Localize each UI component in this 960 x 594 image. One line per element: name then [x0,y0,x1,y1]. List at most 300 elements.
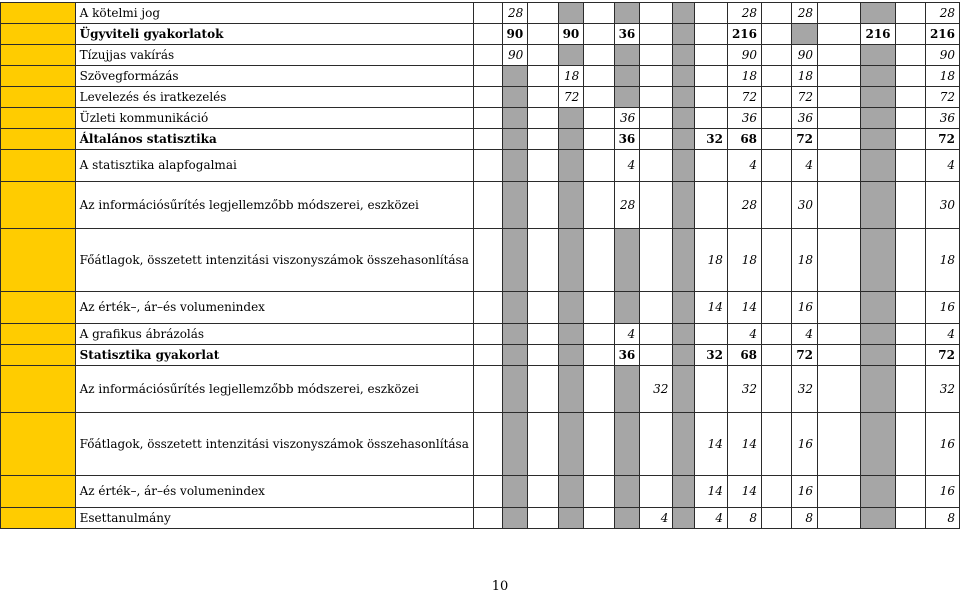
value-cell [640,24,673,45]
value-cell [584,150,614,182]
value-cell: 28 [727,182,761,229]
row-label: Az információsűrítés legjellemzőbb módszerei, eszközei [75,366,473,413]
value-cell [762,182,792,229]
value-cell [473,292,502,324]
value-cell [528,366,558,413]
value-cell [895,182,925,229]
value-cell [895,3,925,24]
shaded-cell [502,66,528,87]
value-cell: 72 [792,345,818,366]
shaded-cell [558,129,584,150]
value-cell [640,87,673,108]
value-cell: 216 [925,24,959,45]
shaded-cell [558,366,584,413]
value-cell [895,366,925,413]
value-cell [762,129,792,150]
value-cell: 16 [792,292,818,324]
value-cell: 216 [727,24,761,45]
value-cell [762,476,792,508]
row-label: Az érték–, ár–és volumenindex [75,292,473,324]
value-cell: 72 [558,87,584,108]
table-row [1,324,960,345]
value-cell: 14 [694,476,727,508]
shaded-cell [502,324,528,345]
value-cell: 32 [640,366,673,413]
row-label: Főátlagok, összetett intenzitási viszonyszámok összehasonlítása [75,413,473,476]
value-cell: 32 [792,366,818,413]
value-cell [694,150,727,182]
value-cell [528,129,558,150]
yellow-margin-cell [1,476,76,508]
value-cell [640,129,673,150]
row-label: Tízujjas vakírás [75,45,473,66]
value-cell: 28 [614,182,640,229]
value-cell [528,45,558,66]
shaded-cell [502,108,528,129]
value-cell [473,108,502,129]
value-cell [584,45,614,66]
row-label: Statisztika gyakorlat [75,345,473,366]
value-cell [640,3,673,24]
value-cell [895,45,925,66]
shaded-cell [861,345,895,366]
value-cell [640,292,673,324]
value-cell: 72 [727,87,761,108]
table-row [1,345,960,366]
shaded-cell [861,87,895,108]
shaded-cell [614,87,640,108]
shaded-cell [673,413,694,476]
value-cell: 4 [925,150,959,182]
shaded-cell [861,366,895,413]
value-cell [473,413,502,476]
value-cell: 14 [727,476,761,508]
value-cell: 90 [792,45,818,66]
shaded-cell [673,45,694,66]
value-cell [473,345,502,366]
value-cell [584,292,614,324]
value-cell [528,476,558,508]
shaded-cell [673,66,694,87]
value-cell: 8 [925,508,959,529]
value-cell [818,229,861,292]
table-row [1,366,960,413]
value-cell [640,182,673,229]
yellow-margin-cell [1,366,76,413]
value-cell: 18 [792,66,818,87]
value-cell: 32 [694,345,727,366]
value-cell [762,324,792,345]
value-cell: 18 [727,229,761,292]
shaded-cell [614,229,640,292]
value-cell [640,345,673,366]
shaded-cell [558,108,584,129]
value-cell [818,129,861,150]
value-cell: 36 [614,345,640,366]
value-cell: 72 [792,87,818,108]
value-cell [473,24,502,45]
value-cell [528,3,558,24]
value-cell: 18 [727,66,761,87]
value-cell [584,476,614,508]
yellow-margin-cell [1,108,76,129]
value-cell [694,182,727,229]
table-row [1,508,960,529]
table-row [1,66,960,87]
value-cell [528,150,558,182]
value-cell: 4 [727,150,761,182]
row-label: A statisztika alapfogalmai [75,150,473,182]
shaded-cell [792,24,818,45]
value-cell [694,45,727,66]
value-cell: 36 [614,108,640,129]
value-cell [762,229,792,292]
value-cell: 72 [925,129,959,150]
value-cell [762,3,792,24]
value-cell: 4 [925,324,959,345]
table-row [1,3,960,24]
yellow-margin-cell [1,24,76,45]
row-label: Ügyviteli gyakorlatok [75,24,473,45]
value-cell [584,129,614,150]
shaded-cell [558,229,584,292]
shaded-cell [861,229,895,292]
yellow-margin-cell [1,87,76,108]
value-cell [584,366,614,413]
yellow-margin-cell [1,229,76,292]
value-cell [895,129,925,150]
value-cell: 18 [558,66,584,87]
value-cell [584,87,614,108]
shaded-cell [861,129,895,150]
value-cell: 30 [792,182,818,229]
shaded-cell [673,108,694,129]
table-body [1,3,960,529]
value-cell: 4 [792,324,818,345]
table-row [1,129,960,150]
shaded-cell [861,476,895,508]
value-cell [895,66,925,87]
value-cell [895,150,925,182]
value-cell: 18 [925,229,959,292]
yellow-margin-cell [1,129,76,150]
value-cell [818,24,861,45]
value-cell: 4 [614,324,640,345]
value-cell [584,3,614,24]
value-cell: 36 [792,108,818,129]
value-cell [694,324,727,345]
shaded-cell [673,324,694,345]
value-cell [528,87,558,108]
value-cell [473,150,502,182]
value-cell [584,345,614,366]
value-cell: 14 [694,413,727,476]
value-cell: 90 [925,45,959,66]
value-cell [762,66,792,87]
row-label: Üzleti kommunikáció [75,108,473,129]
shaded-cell [558,45,584,66]
value-cell: 36 [727,108,761,129]
shaded-cell [673,182,694,229]
value-cell [584,24,614,45]
value-cell: 14 [727,413,761,476]
table-row [1,413,960,476]
shaded-cell [673,150,694,182]
value-cell [528,108,558,129]
value-cell [473,229,502,292]
shaded-cell [614,413,640,476]
value-cell [694,24,727,45]
row-label: Az információsűrítés legjellemzőbb módszerei, eszközei [75,182,473,229]
value-cell [818,108,861,129]
value-cell [762,413,792,476]
value-cell [528,292,558,324]
value-cell [473,324,502,345]
value-cell [694,108,727,129]
value-cell [584,508,614,529]
value-cell: 16 [925,476,959,508]
value-cell: 8 [792,508,818,529]
value-cell [818,345,861,366]
value-cell [818,87,861,108]
page-number: 10 [491,579,509,594]
value-cell [895,108,925,129]
value-cell [473,66,502,87]
value-cell [528,229,558,292]
value-cell [895,24,925,45]
value-cell [473,508,502,529]
table-row [1,45,960,66]
value-cell: 216 [861,24,895,45]
value-cell: 90 [502,24,528,45]
value-cell [818,366,861,413]
value-cell: 4 [640,508,673,529]
table-row [1,292,960,324]
shaded-cell [558,3,584,24]
value-cell: 32 [694,129,727,150]
curriculum-hours-table [0,2,960,529]
value-cell [640,413,673,476]
value-cell [818,3,861,24]
value-cell [818,182,861,229]
shaded-cell [861,150,895,182]
value-cell [584,229,614,292]
value-cell [473,45,502,66]
shaded-cell [861,108,895,129]
value-cell [528,324,558,345]
value-cell [584,66,614,87]
value-cell [528,66,558,87]
table-row [1,87,960,108]
value-cell [528,345,558,366]
value-cell: 28 [502,3,528,24]
shaded-cell [614,508,640,529]
value-cell [895,87,925,108]
shaded-cell [861,66,895,87]
shaded-cell [502,292,528,324]
value-cell: 90 [727,45,761,66]
shaded-cell [502,229,528,292]
value-cell: 72 [925,345,959,366]
yellow-margin-cell [1,66,76,87]
shaded-cell [558,413,584,476]
value-cell [473,87,502,108]
shaded-cell [614,292,640,324]
value-cell [895,292,925,324]
row-label: A grafikus ábrázolás [75,324,473,345]
shaded-cell [673,476,694,508]
shaded-cell [502,366,528,413]
table-row [1,24,960,45]
shaded-cell [673,366,694,413]
value-cell [818,292,861,324]
value-cell [640,108,673,129]
shaded-cell [673,3,694,24]
value-cell [640,476,673,508]
value-cell [818,413,861,476]
yellow-margin-cell [1,413,76,476]
value-cell [473,3,502,24]
value-cell: 72 [792,129,818,150]
value-cell [818,508,861,529]
value-cell [895,324,925,345]
yellow-margin-cell [1,324,76,345]
value-cell [762,24,792,45]
shaded-cell [861,3,895,24]
value-cell: 18 [694,229,727,292]
value-cell [640,45,673,66]
row-label: Az érték–, ár–és volumenindex [75,476,473,508]
shaded-cell [861,324,895,345]
value-cell [895,345,925,366]
value-cell: 32 [925,366,959,413]
shaded-cell [614,66,640,87]
shaded-cell [558,476,584,508]
shaded-cell [861,413,895,476]
shaded-cell [558,508,584,529]
shaded-cell [673,229,694,292]
yellow-margin-cell [1,508,76,529]
value-cell [694,87,727,108]
shaded-cell [558,345,584,366]
shaded-cell [558,182,584,229]
shaded-cell [614,45,640,66]
value-cell [528,182,558,229]
shaded-cell [673,292,694,324]
value-cell: 36 [614,24,640,45]
yellow-margin-cell [1,182,76,229]
row-label: Szövegformázás [75,66,473,87]
shaded-cell [502,150,528,182]
value-cell [528,508,558,529]
value-cell [584,413,614,476]
row-label: Általános statisztika [75,129,473,150]
value-cell [762,345,792,366]
shaded-cell [502,476,528,508]
value-cell [640,66,673,87]
row-label: Esettanulmány [75,508,473,529]
shaded-cell [673,24,694,45]
value-cell: 16 [792,476,818,508]
shaded-cell [502,129,528,150]
shaded-cell [673,345,694,366]
value-cell: 72 [925,87,959,108]
shaded-cell [558,324,584,345]
shaded-cell [502,182,528,229]
value-cell [818,150,861,182]
value-cell: 4 [614,150,640,182]
value-cell: 14 [727,292,761,324]
value-cell [818,476,861,508]
shaded-cell [558,292,584,324]
value-cell: 36 [614,129,640,150]
value-cell: 14 [694,292,727,324]
value-cell [762,87,792,108]
value-cell [694,366,727,413]
value-cell [818,66,861,87]
shaded-cell [861,45,895,66]
shaded-cell [502,345,528,366]
shaded-cell [614,366,640,413]
shaded-cell [502,413,528,476]
value-cell [584,324,614,345]
value-cell: 18 [792,229,818,292]
value-cell: 36 [925,108,959,129]
value-cell [473,366,502,413]
value-cell [640,229,673,292]
row-label: Levelezés és iratkezelés [75,87,473,108]
yellow-margin-cell [1,345,76,366]
value-cell [473,476,502,508]
value-cell [762,292,792,324]
shaded-cell [861,292,895,324]
value-cell [584,182,614,229]
row-label: A kötelmi jog [75,3,473,24]
value-cell: 8 [727,508,761,529]
table-row [1,150,960,182]
value-cell [640,324,673,345]
value-cell: 4 [727,324,761,345]
value-cell: 28 [925,3,959,24]
table-row [1,108,960,129]
value-cell: 4 [694,508,727,529]
value-cell [818,45,861,66]
value-cell [762,508,792,529]
table-row [1,182,960,229]
value-cell: 18 [925,66,959,87]
value-cell: 16 [925,413,959,476]
table-row [1,476,960,508]
value-cell: 90 [502,45,528,66]
value-cell [473,182,502,229]
shaded-cell [614,3,640,24]
yellow-margin-cell [1,150,76,182]
yellow-margin-cell [1,3,76,24]
value-cell: 90 [558,24,584,45]
value-cell [818,324,861,345]
value-cell: 16 [925,292,959,324]
value-cell: 28 [727,3,761,24]
shaded-cell [673,129,694,150]
shaded-cell [502,87,528,108]
shaded-cell [558,150,584,182]
value-cell: 28 [792,3,818,24]
value-cell [895,413,925,476]
value-cell: 68 [727,345,761,366]
value-cell: 4 [792,150,818,182]
value-cell [762,45,792,66]
value-cell: 30 [925,182,959,229]
